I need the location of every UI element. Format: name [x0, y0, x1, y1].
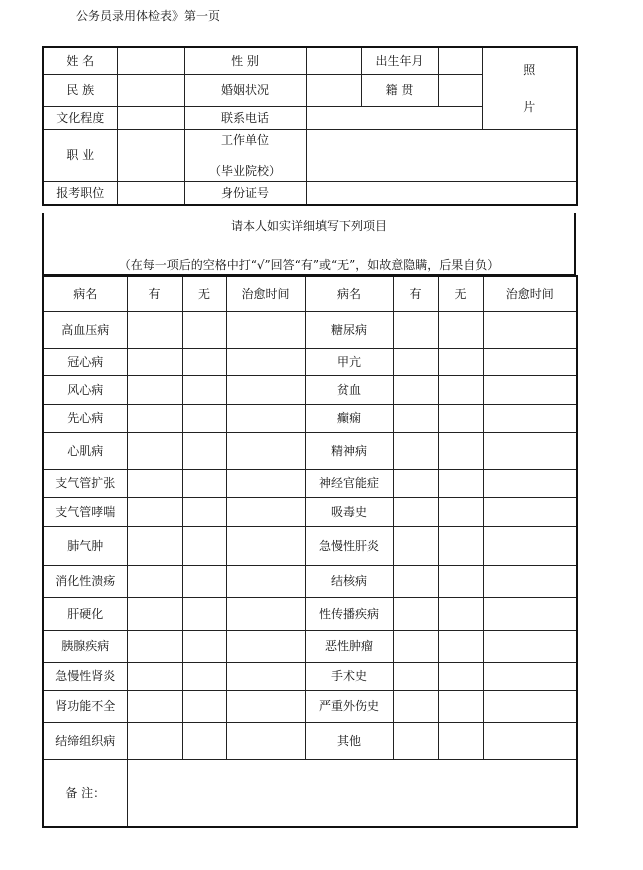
table-row: [43, 470, 577, 498]
school-label: （毕业院校）: [208, 163, 281, 178]
no-cell-right[interactable]: [438, 312, 483, 349]
cure-time-cell-right[interactable]: [483, 349, 577, 376]
header-yes-left: 有: [127, 276, 182, 312]
job-label: 职 业: [43, 130, 117, 182]
personal-info-table: [42, 46, 578, 206]
cure-time-cell-right[interactable]: [483, 498, 577, 527]
disease-name-left: 支气管扩张: [43, 470, 127, 498]
yes-cell-left[interactable]: [127, 723, 182, 760]
phone-label: 联系电话: [184, 107, 306, 130]
disease-name-left: 肝硬化: [43, 598, 127, 631]
remarks-field[interactable]: [127, 760, 577, 828]
disease-name-right: 神经官能症: [305, 470, 393, 498]
no-cell-right[interactable]: [438, 691, 483, 723]
work-unit-field[interactable]: [306, 130, 577, 182]
table-row: [43, 498, 577, 527]
no-cell-left[interactable]: [182, 691, 226, 723]
table-row: [43, 723, 577, 760]
no-cell-left[interactable]: [182, 405, 226, 433]
table-row: [43, 598, 577, 631]
yes-cell-right[interactable]: [393, 405, 438, 433]
cure-time-cell-left[interactable]: [226, 631, 305, 663]
header-no-left: 无: [182, 276, 226, 312]
header-yes-right: 有: [393, 276, 438, 312]
cure-time-cell-right[interactable]: [483, 723, 577, 760]
yes-cell-left[interactable]: [127, 433, 182, 470]
table-row: [43, 663, 577, 691]
no-cell-right[interactable]: [438, 470, 483, 498]
header-disease-left: 病名: [43, 276, 127, 312]
instructions-line-2: （在每一项后的空格中打“√”回答“有”或“无”，如故意隐瞒，后果自负）: [118, 258, 500, 272]
marital-label: 婚姻状况: [184, 75, 306, 107]
name-label: 姓 名: [43, 47, 117, 75]
header-cure-left: 治愈时间: [226, 276, 305, 312]
yes-cell-left[interactable]: [127, 598, 182, 631]
ethnicity-label: 民 族: [43, 75, 117, 107]
cure-time-cell-left[interactable]: [226, 663, 305, 691]
header-no-right: 无: [438, 276, 483, 312]
education-label: 文化程度: [43, 107, 117, 130]
disease-name-right: 糖尿病: [305, 312, 393, 349]
yes-cell-right[interactable]: [393, 349, 438, 376]
disease-name-left: 肾功能不全: [43, 691, 127, 723]
no-cell-right[interactable]: [438, 498, 483, 527]
yes-cell-left[interactable]: [127, 470, 182, 498]
disease-history-table: [42, 275, 578, 828]
no-cell-right[interactable]: [438, 723, 483, 760]
no-cell-left[interactable]: [182, 663, 226, 691]
phone-field[interactable]: [306, 107, 482, 130]
disease-name-left: 胰腺疾病: [43, 631, 127, 663]
disease-name-left: 高血压病: [43, 312, 127, 349]
disease-name-left: 急慢性肾炎: [43, 663, 127, 691]
gender-label: 性 别: [184, 47, 306, 75]
photo-label-1: 照: [523, 63, 536, 78]
header-disease-right: 病名: [305, 276, 393, 312]
cure-time-cell-right[interactable]: [483, 663, 577, 691]
no-cell-left[interactable]: [182, 349, 226, 376]
disease-name-right: 恶性肿瘤: [305, 631, 393, 663]
photo-box[interactable]: [482, 47, 577, 130]
yes-cell-right[interactable]: [393, 433, 438, 470]
id-field[interactable]: [306, 182, 577, 206]
no-cell-right[interactable]: [438, 433, 483, 470]
table-row: [43, 527, 577, 566]
cure-time-cell-left[interactable]: [226, 349, 305, 376]
disease-name-right: 贫血: [305, 376, 393, 405]
cure-time-cell-right[interactable]: [483, 566, 577, 598]
instructions-box: [42, 213, 576, 276]
disease-name-left: 肺气肿: [43, 527, 127, 566]
applied-position-label: 报考职位: [43, 182, 117, 206]
no-cell-right[interactable]: [438, 405, 483, 433]
table-row: [43, 631, 577, 663]
table-row: [43, 691, 577, 723]
photo-label-2: 片: [523, 99, 536, 114]
birth-field[interactable]: [438, 47, 482, 75]
native-label: 籍 贯: [361, 75, 438, 107]
cure-time-cell-right[interactable]: [483, 433, 577, 470]
no-cell-right[interactable]: [438, 598, 483, 631]
cure-time-cell-left[interactable]: [226, 498, 305, 527]
yes-cell-right[interactable]: [393, 723, 438, 760]
cure-time-cell-left[interactable]: [226, 598, 305, 631]
disease-name-right: 癫痫: [305, 405, 393, 433]
header-cure-right: 治愈时间: [483, 276, 577, 312]
cure-time-cell-left[interactable]: [226, 376, 305, 405]
yes-cell-right[interactable]: [393, 691, 438, 723]
yes-cell-left[interactable]: [127, 376, 182, 405]
instructions-line-1: 请本人如实详细填写下列项目: [230, 219, 387, 233]
no-cell-left[interactable]: [182, 723, 226, 760]
table-row: [43, 566, 577, 598]
table-row: [43, 376, 577, 405]
disease-name-right: 甲亢: [305, 349, 393, 376]
no-cell-right[interactable]: [438, 527, 483, 566]
birth-label: 出生年月: [361, 47, 438, 75]
no-cell-left[interactable]: [182, 312, 226, 349]
id-label: 身份证号: [184, 182, 306, 206]
cure-time-cell-right[interactable]: [483, 527, 577, 566]
no-cell-left[interactable]: [182, 470, 226, 498]
work-unit-label: 工作单位: [220, 133, 269, 147]
no-cell-right[interactable]: [438, 566, 483, 598]
yes-cell-right[interactable]: [393, 598, 438, 631]
table-row: [43, 349, 577, 376]
no-cell-left[interactable]: [182, 631, 226, 663]
yes-cell-left[interactable]: [127, 663, 182, 691]
cure-time-cell-right[interactable]: [483, 470, 577, 498]
disease-name-left: 支气管哮喘: [43, 498, 127, 527]
no-cell-left[interactable]: [182, 527, 226, 566]
work-unit-cell: [184, 130, 306, 182]
disease-name-left: 心肌病: [43, 433, 127, 470]
disease-name-left: 先心病: [43, 405, 127, 433]
yes-cell-left[interactable]: [127, 527, 182, 566]
yes-cell-left[interactable]: [127, 566, 182, 598]
cure-time-cell-right[interactable]: [483, 312, 577, 349]
disease-name-right: 精神病: [305, 433, 393, 470]
yes-cell-right[interactable]: [393, 312, 438, 349]
yes-cell-left[interactable]: [127, 405, 182, 433]
no-cell-right[interactable]: [438, 349, 483, 376]
disease-name-left: 消化性溃疡: [43, 566, 127, 598]
disease-name-left: 冠心病: [43, 349, 127, 376]
disease-name-right: 吸毒史: [305, 498, 393, 527]
cure-time-cell-left[interactable]: [226, 566, 305, 598]
no-cell-left[interactable]: [182, 433, 226, 470]
yes-cell-right[interactable]: [393, 566, 438, 598]
remarks-label: 备 注：: [43, 760, 127, 828]
disease-name-right: 急慢性肝炎: [305, 527, 393, 566]
table-row: [43, 312, 577, 349]
gender-field[interactable]: [306, 47, 361, 75]
cure-time-cell-left[interactable]: [226, 527, 305, 566]
cure-time-cell-right[interactable]: [483, 405, 577, 433]
no-cell-left[interactable]: [182, 376, 226, 405]
cure-time-cell-right[interactable]: [483, 691, 577, 723]
no-cell-left[interactable]: [182, 598, 226, 631]
yes-cell-left[interactable]: [127, 691, 182, 723]
job-field[interactable]: [117, 130, 184, 182]
native-field[interactable]: [438, 75, 482, 107]
disease-name-left: 结缔组织病: [43, 723, 127, 760]
cure-time-cell-left[interactable]: [226, 723, 305, 760]
ethnicity-field[interactable]: [117, 75, 184, 107]
yes-cell-right[interactable]: [393, 663, 438, 691]
cure-time-cell-left[interactable]: [226, 470, 305, 498]
yes-cell-right[interactable]: [393, 631, 438, 663]
cure-time-cell-right[interactable]: [483, 631, 577, 663]
no-cell-right[interactable]: [438, 376, 483, 405]
page-title: 公务员录用体检表》第一页: [76, 9, 221, 23]
cure-time-cell-left[interactable]: [226, 405, 305, 433]
yes-cell-right[interactable]: [393, 376, 438, 405]
yes-cell-right[interactable]: [393, 527, 438, 566]
yes-cell-left[interactable]: [127, 631, 182, 663]
disease-name-left: 风心病: [43, 376, 127, 405]
yes-cell-left[interactable]: [127, 312, 182, 349]
cure-time-cell-left[interactable]: [226, 691, 305, 723]
disease-name-right: 性传播疾病: [305, 598, 393, 631]
name-field[interactable]: [117, 47, 184, 75]
no-cell-right[interactable]: [438, 631, 483, 663]
education-field[interactable]: [117, 107, 184, 130]
no-cell-left[interactable]: [182, 566, 226, 598]
no-cell-left[interactable]: [182, 498, 226, 527]
disease-name-right: 结核病: [305, 566, 393, 598]
yes-cell-left[interactable]: [127, 349, 182, 376]
no-cell-right[interactable]: [438, 663, 483, 691]
yes-cell-right[interactable]: [393, 470, 438, 498]
disease-name-right: 严重外伤史: [305, 691, 393, 723]
disease-name-right: 手术史: [305, 663, 393, 691]
cure-time-cell-left[interactable]: [226, 433, 305, 470]
applied-position-field[interactable]: [117, 182, 184, 206]
remarks-row: [43, 760, 577, 828]
table-row: [43, 433, 577, 470]
disease-name-right: 其他: [305, 723, 393, 760]
cure-time-cell-left[interactable]: [226, 312, 305, 349]
yes-cell-right[interactable]: [393, 498, 438, 527]
marital-field[interactable]: [306, 75, 361, 107]
yes-cell-left[interactable]: [127, 498, 182, 527]
cure-time-cell-right[interactable]: [483, 598, 577, 631]
cure-time-cell-right[interactable]: [483, 376, 577, 405]
table-row: [43, 405, 577, 433]
